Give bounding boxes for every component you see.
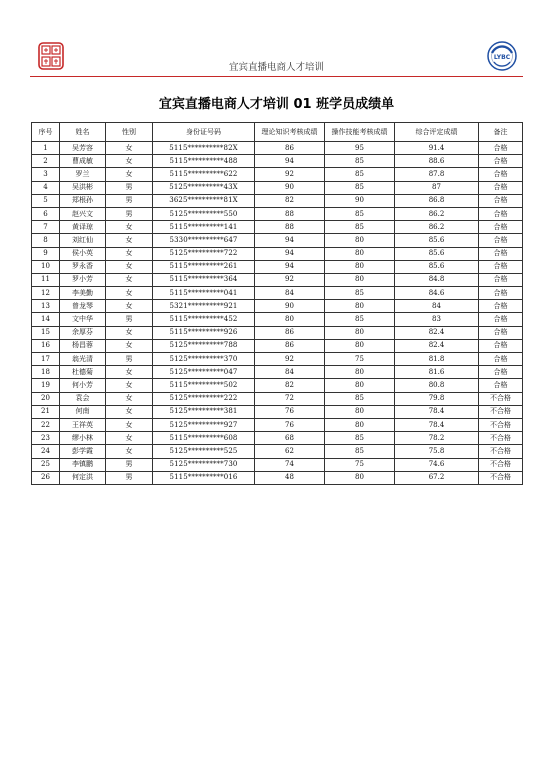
cell-practice-score: 75 [325,353,395,366]
cell-total-score: 81.6 [395,366,479,379]
cell-theory-score: 48 [255,471,325,484]
cell-practice-score: 95 [325,142,395,155]
cell-gender: 女 [106,300,153,313]
header-title: 宜宾直播电商人才培训 [228,62,324,73]
cell-id-number: 5115**********622 [153,168,255,181]
table-row [32,392,523,405]
cell-practice-score: 85 [325,445,395,458]
table-row [32,181,523,194]
cell-remark: 不合格 [479,418,523,431]
cell-name: 郑根孙 [60,194,106,207]
table-row [32,445,523,458]
table-row [32,458,523,471]
table-row [32,339,523,352]
cell-theory-score: 76 [255,418,325,431]
cell-no: 24 [32,445,60,458]
cell-name: 曾龙琴 [60,300,106,313]
cell-no: 21 [32,405,60,418]
cell-total-score: 85.6 [395,260,479,273]
cell-practice-score: 80 [325,418,395,431]
cell-theory-score: 82 [255,379,325,392]
cell-practice-score: 80 [325,366,395,379]
cell-practice-score: 80 [325,379,395,392]
cell-name: 杜德菊 [60,366,106,379]
cell-practice-score: 80 [325,471,395,484]
column-header-id: 身份证号码 [153,123,255,142]
cell-id-number: 5115**********041 [153,287,255,300]
cell-id-number: 5125**********43X [153,181,255,194]
table-row [32,155,523,168]
cell-no: 7 [32,221,60,234]
cell-name: 罗永香 [60,260,106,273]
table-row [32,287,523,300]
cell-theory-score: 90 [255,300,325,313]
cell-gender: 男 [106,313,153,326]
cell-total-score: 78.2 [395,432,479,445]
cell-gender: 女 [106,366,153,379]
cell-name: 余厚芬 [60,326,106,339]
cell-total-score: 85.6 [395,234,479,247]
cell-practice-score: 85 [325,207,395,220]
cell-total-score: 84 [395,300,479,313]
cell-remark: 合格 [479,339,523,352]
table-row [32,326,523,339]
cell-name: 李美勤 [60,287,106,300]
cell-id-number: 5125**********722 [153,247,255,260]
cell-id-number: 5125**********550 [153,207,255,220]
cell-total-score: 74.6 [395,458,479,471]
cell-id-number: 5115**********364 [153,273,255,286]
cell-theory-score: 92 [255,353,325,366]
header-divider [30,76,523,77]
cell-gender: 女 [106,155,153,168]
table-row [32,432,523,445]
cell-total-score: 87 [395,181,479,194]
score-table [31,122,523,485]
cell-theory-score: 94 [255,247,325,260]
table-row [32,260,523,273]
cell-no: 1 [32,142,60,155]
cell-gender: 女 [106,339,153,352]
cell-practice-score: 80 [325,260,395,273]
cell-total-score: 80.8 [395,379,479,392]
cell-remark: 不合格 [479,445,523,458]
cell-no: 2 [32,155,60,168]
cell-gender: 女 [106,445,153,458]
table-row [32,418,523,431]
cell-gender: 女 [106,326,153,339]
cell-name: 赵兴文 [60,207,106,220]
cell-id-number: 5115**********608 [153,432,255,445]
cell-name: 何定洪 [60,471,106,484]
cell-total-score: 79.8 [395,392,479,405]
cell-total-score: 88.6 [395,155,479,168]
cell-remark: 合格 [479,287,523,300]
table-row [32,273,523,286]
cell-practice-score: 80 [325,339,395,352]
cell-id-number: 5115**********502 [153,379,255,392]
cell-remark: 合格 [479,300,523,313]
table-row [32,194,523,207]
table-row [32,142,523,155]
cell-practice-score: 85 [325,432,395,445]
cell-id-number: 5115**********488 [153,155,255,168]
table-row [32,168,523,181]
cell-total-score: 78.4 [395,418,479,431]
table-row [32,471,523,484]
cell-gender: 女 [106,418,153,431]
cell-no: 25 [32,458,60,471]
cell-remark: 合格 [479,313,523,326]
cell-id-number: 5321**********921 [153,300,255,313]
cell-total-score: 67.2 [395,471,479,484]
cell-gender: 女 [106,432,153,445]
cell-total-score: 82.4 [395,339,479,352]
cell-gender: 女 [106,287,153,300]
column-header-no: 序号 [32,123,60,142]
cell-theory-score: 88 [255,221,325,234]
cell-name: 何小芳 [60,379,106,392]
cell-practice-score: 80 [325,405,395,418]
cell-remark: 合格 [479,326,523,339]
table-row [32,207,523,220]
cell-remark: 合格 [479,234,523,247]
cell-gender: 女 [106,260,153,273]
cell-total-score: 85.6 [395,247,479,260]
cell-name: 翁光清 [60,353,106,366]
cell-theory-score: 90 [255,181,325,194]
cell-theory-score: 62 [255,445,325,458]
table-row [32,247,523,260]
table-row [32,366,523,379]
cell-total-score: 87.8 [395,168,479,181]
cell-practice-score: 85 [325,155,395,168]
cell-practice-score: 80 [325,326,395,339]
cell-name: 缪小林 [60,432,106,445]
cell-remark: 合格 [479,379,523,392]
cell-gender: 女 [106,221,153,234]
cell-practice-score: 85 [325,287,395,300]
cell-theory-score: 72 [255,392,325,405]
cell-remark: 合格 [479,353,523,366]
cell-id-number: 5125**********222 [153,392,255,405]
cell-practice-score: 85 [325,168,395,181]
cell-remark: 合格 [479,260,523,273]
cell-name: 王祥英 [60,418,106,431]
cell-total-score: 86.2 [395,207,479,220]
cell-name: 吴洪彬 [60,181,106,194]
cell-total-score: 84.8 [395,273,479,286]
cell-id-number: 5115**********016 [153,471,255,484]
cell-no: 22 [32,418,60,431]
cell-name: 罗小芳 [60,273,106,286]
cell-gender: 女 [106,273,153,286]
cell-id-number: 3625**********81X [153,194,255,207]
cell-practice-score: 80 [325,300,395,313]
cell-practice-score: 90 [325,194,395,207]
cell-no: 4 [32,181,60,194]
cell-practice-score: 85 [325,181,395,194]
cell-theory-score: 92 [255,168,325,181]
cell-name: 何南 [60,405,106,418]
cell-theory-score: 94 [255,260,325,273]
cell-theory-score: 76 [255,405,325,418]
cell-theory-score: 86 [255,339,325,352]
cell-name: 李镇鹏 [60,458,106,471]
cell-no: 5 [32,194,60,207]
cell-remark: 合格 [479,168,523,181]
table-row [32,353,523,366]
cell-practice-score: 80 [325,234,395,247]
cell-theory-score: 68 [255,432,325,445]
cell-id-number: 5125**********788 [153,339,255,352]
cell-gender: 女 [106,392,153,405]
cell-gender: 男 [106,181,153,194]
cell-theory-score: 94 [255,155,325,168]
table-row [32,379,523,392]
cell-theory-score: 84 [255,287,325,300]
cell-practice-score: 80 [325,273,395,286]
right-logo-text: LYBC [493,54,511,61]
cell-gender: 男 [106,471,153,484]
cell-no: 13 [32,300,60,313]
cell-name: 黄译琼 [60,221,106,234]
cell-practice-score: 85 [325,221,395,234]
cell-no: 9 [32,247,60,260]
cell-remark: 合格 [479,366,523,379]
column-header-name: 姓名 [60,123,106,142]
cell-total-score: 83 [395,313,479,326]
cell-remark: 合格 [479,181,523,194]
column-header-remark: 备注 [479,123,523,142]
cell-gender: 男 [106,194,153,207]
cell-id-number: 5125**********927 [153,418,255,431]
table-header-row [32,123,523,142]
cell-name: 侯小英 [60,247,106,260]
cell-gender: 男 [106,353,153,366]
cell-name: 文中华 [60,313,106,326]
cell-gender: 女 [106,379,153,392]
cell-gender: 男 [106,207,153,220]
cell-no: 6 [32,207,60,220]
cell-practice-score: 75 [325,458,395,471]
cell-remark: 合格 [479,155,523,168]
cell-theory-score: 92 [255,273,325,286]
cell-gender: 女 [106,234,153,247]
cell-no: 14 [32,313,60,326]
cell-gender: 女 [106,142,153,155]
cell-id-number: 5125**********525 [153,445,255,458]
cell-total-score: 86.8 [395,194,479,207]
cell-theory-score: 84 [255,366,325,379]
cell-total-score: 84.6 [395,287,479,300]
cell-no: 20 [32,392,60,405]
cell-gender: 女 [106,168,153,181]
cell-remark: 合格 [479,194,523,207]
cell-practice-score: 85 [325,392,395,405]
cell-remark: 不合格 [479,458,523,471]
cell-total-score: 75.8 [395,445,479,458]
cell-id-number: 5115**********261 [153,260,255,273]
cell-theory-score: 82 [255,194,325,207]
cell-name: 吴芳容 [60,142,106,155]
cell-theory-score: 94 [255,234,325,247]
column-header-theory: 理论知识考核成绩 [255,123,325,142]
cell-theory-score: 88 [255,207,325,220]
cell-id-number: 5125**********730 [153,458,255,471]
cell-practice-score: 85 [325,313,395,326]
cell-total-score: 81.8 [395,353,479,366]
cell-theory-score: 74 [255,458,325,471]
cell-total-score: 91.4 [395,142,479,155]
table-row [32,405,523,418]
cell-remark: 不合格 [479,405,523,418]
cell-id-number: 5125**********370 [153,353,255,366]
cell-theory-score: 80 [255,313,325,326]
cell-no: 16 [32,339,60,352]
cell-no: 18 [32,366,60,379]
cell-no: 12 [32,287,60,300]
cell-gender: 女 [106,405,153,418]
column-header-total: 综合评定成绩 [395,123,479,142]
cell-id-number: 5115**********82X [153,142,255,155]
cell-no: 3 [32,168,60,181]
cell-id-number: 5125**********381 [153,405,255,418]
cell-id-number: 5330**********647 [153,234,255,247]
cell-no: 19 [32,379,60,392]
cell-no: 8 [32,234,60,247]
cell-name: 曹成敏 [60,155,106,168]
cell-gender: 男 [106,458,153,471]
cell-gender: 女 [106,247,153,260]
column-header-practice: 操作技能考核成绩 [325,123,395,142]
cell-remark: 合格 [479,142,523,155]
table-row [32,313,523,326]
cell-remark: 不合格 [479,471,523,484]
cell-no: 11 [32,273,60,286]
cell-name: 杨昌蓉 [60,339,106,352]
cell-name: 彭学霞 [60,445,106,458]
cell-no: 23 [32,432,60,445]
cell-total-score: 78.4 [395,405,479,418]
cell-remark: 合格 [479,247,523,260]
cell-remark: 合格 [479,207,523,220]
cell-no: 26 [32,471,60,484]
table-row [32,300,523,313]
cell-id-number: 5115**********926 [153,326,255,339]
document-title: 宜宾直播电商人才培训 01 班学员成绩单 [158,97,395,112]
cell-name: 刘红仙 [60,234,106,247]
cell-total-score: 86.2 [395,221,479,234]
cell-remark: 不合格 [479,432,523,445]
cell-remark: 不合格 [479,392,523,405]
cell-total-score: 82.4 [395,326,479,339]
cell-remark: 合格 [479,273,523,286]
cell-no: 10 [32,260,60,273]
cell-name: 罗兰 [60,168,106,181]
table-row [32,221,523,234]
cell-no: 17 [32,353,60,366]
cell-id-number: 5125**********047 [153,366,255,379]
cell-name: 袁会 [60,392,106,405]
cell-no: 15 [32,326,60,339]
cell-id-number: 5115**********141 [153,221,255,234]
cell-remark: 合格 [479,221,523,234]
cell-id-number: 5115**********452 [153,313,255,326]
column-header-gender: 性别 [106,123,153,142]
cell-theory-score: 86 [255,326,325,339]
table-row [32,234,523,247]
cell-practice-score: 80 [325,247,395,260]
cell-theory-score: 86 [255,142,325,155]
